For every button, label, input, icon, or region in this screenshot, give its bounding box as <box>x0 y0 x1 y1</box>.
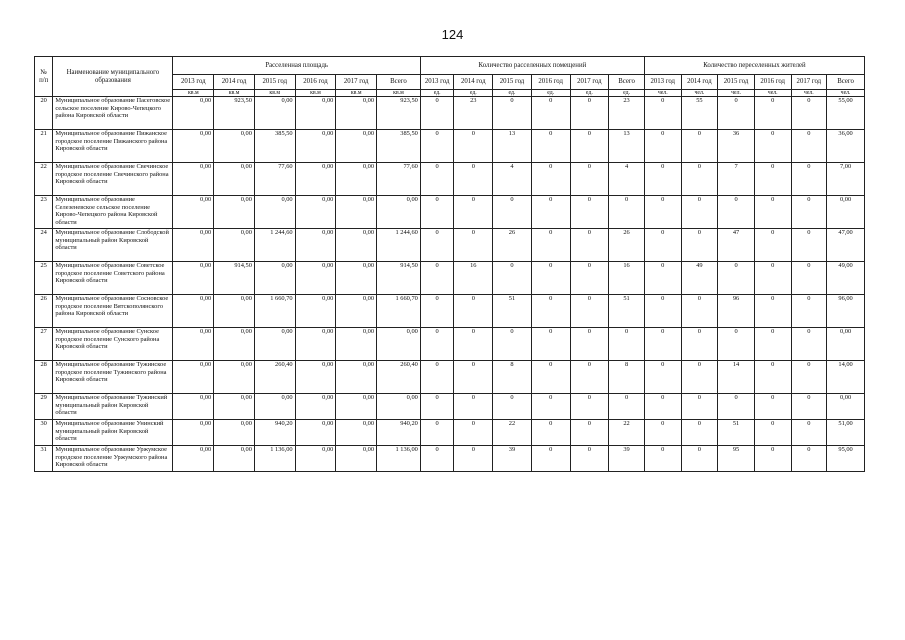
rooms-cell: 0 <box>570 328 609 361</box>
rooms-cell: 26 <box>609 229 645 262</box>
header-year-rooms: 2013 год <box>420 75 454 90</box>
header-unit-people: чел. <box>754 90 791 97</box>
row-number: 31 <box>35 446 53 472</box>
people-cell: 55 <box>681 97 718 130</box>
header-year-area: 2014 год <box>214 75 255 90</box>
people-cell: 0 <box>644 262 681 295</box>
area-cell: 0,00 <box>336 163 377 196</box>
header-rooms-group: Количество расселенных помещений <box>420 57 644 75</box>
area-cell: 0,00 <box>173 163 214 196</box>
header-unit-rooms: ед. <box>493 90 532 97</box>
header-year-area: 2016 год <box>295 75 336 90</box>
area-cell: 0,00 <box>214 361 255 394</box>
table-row <box>35 130 865 163</box>
people-cell: 0 <box>791 229 827 262</box>
rooms-cell: 0 <box>570 97 609 130</box>
people-cell: 49,00 <box>827 262 865 295</box>
area-cell: 0,00 <box>173 446 214 472</box>
table-row <box>35 196 865 229</box>
people-cell: 0 <box>681 229 718 262</box>
area-cell: 0,00 <box>295 97 336 130</box>
people-cell: 0 <box>681 196 718 229</box>
people-cell: 0 <box>718 328 755 361</box>
rooms-cell: 23 <box>454 97 493 130</box>
people-cell: 0 <box>644 328 681 361</box>
people-cell: 0 <box>718 262 755 295</box>
people-cell: 0 <box>754 394 791 420</box>
rooms-cell: 0 <box>531 446 570 472</box>
area-cell: 385,50 <box>254 130 295 163</box>
header-year-area: Всего <box>377 75 421 90</box>
people-cell: 0 <box>644 446 681 472</box>
area-cell: 0,00 <box>214 295 255 328</box>
rooms-cell: 0 <box>454 130 493 163</box>
people-cell: 0 <box>754 328 791 361</box>
municipality-name: Муниципальное образование Тужинское городское поселение Тужинского района Кировской области <box>53 361 173 394</box>
header-unit-rooms: ед. <box>570 90 609 97</box>
people-cell: 0 <box>754 229 791 262</box>
people-cell: 0 <box>791 130 827 163</box>
people-cell: 47 <box>718 229 755 262</box>
header-unit-area: кв.м <box>214 90 255 97</box>
people-cell: 0,00 <box>827 394 865 420</box>
area-cell: 0,00 <box>214 196 255 229</box>
rooms-cell: 0 <box>493 97 532 130</box>
area-cell: 1 660,70 <box>254 295 295 328</box>
people-cell: 0 <box>681 446 718 472</box>
row-number: 28 <box>35 361 53 394</box>
header-unit-area: кв.м <box>173 90 214 97</box>
table-row <box>35 328 865 361</box>
people-cell: 0 <box>681 361 718 394</box>
rooms-cell: 0 <box>420 163 454 196</box>
people-cell: 0 <box>644 361 681 394</box>
table-row <box>35 446 865 472</box>
people-cell: 0 <box>791 394 827 420</box>
people-cell: 0 <box>754 295 791 328</box>
municipality-name: Муниципальное образование Свечинское городское поселение Свечинского района Кировской области <box>53 163 173 196</box>
rooms-cell: 0 <box>531 262 570 295</box>
people-cell: 0 <box>681 163 718 196</box>
municipality-name: Муниципальное образование Уржумское городское поселение Уржумского района Кировской области <box>53 446 173 472</box>
header-unit-area: кв.м <box>336 90 377 97</box>
area-cell: 0,00 <box>254 196 295 229</box>
area-cell: 0,00 <box>173 130 214 163</box>
rooms-cell: 4 <box>609 163 645 196</box>
rooms-cell: 0 <box>609 394 645 420</box>
people-cell: 0 <box>681 328 718 361</box>
header-year-people: 2015 год <box>718 75 755 90</box>
people-cell: 36 <box>718 130 755 163</box>
rooms-cell: 0 <box>531 97 570 130</box>
rooms-cell: 0 <box>609 328 645 361</box>
people-cell: 0,00 <box>827 328 865 361</box>
rooms-cell: 0 <box>570 262 609 295</box>
header-year-area: 2013 год <box>173 75 214 90</box>
rooms-cell: 0 <box>420 97 454 130</box>
area-cell: 0,00 <box>336 229 377 262</box>
people-cell: 0 <box>791 262 827 295</box>
rooms-cell: 8 <box>609 361 645 394</box>
area-cell: 0,00 <box>173 97 214 130</box>
header-index: № п/п <box>35 57 53 97</box>
people-cell: 0 <box>754 130 791 163</box>
people-cell: 0 <box>791 163 827 196</box>
header-year-area: 2017 год <box>336 75 377 90</box>
area-cell: 1 136,00 <box>254 446 295 472</box>
header-unit-area: кв.м <box>295 90 336 97</box>
people-cell: 0 <box>718 97 755 130</box>
header-year-rooms: 2017 год <box>570 75 609 90</box>
row-number: 24 <box>35 229 53 262</box>
people-cell: 96,00 <box>827 295 865 328</box>
rooms-cell: 0 <box>493 328 532 361</box>
table-row <box>35 97 865 130</box>
people-cell: 0 <box>791 420 827 446</box>
header-year-people: 2014 год <box>681 75 718 90</box>
area-cell: 1 244,60 <box>377 229 421 262</box>
rooms-cell: 0 <box>531 295 570 328</box>
header-year-rooms: 2015 год <box>493 75 532 90</box>
rooms-cell: 0 <box>420 394 454 420</box>
row-number: 25 <box>35 262 53 295</box>
area-cell: 0,00 <box>214 446 255 472</box>
people-cell: 0 <box>681 295 718 328</box>
header-unit-area: кв.м <box>254 90 295 97</box>
people-cell: 0 <box>791 361 827 394</box>
rooms-cell: 0 <box>531 163 570 196</box>
area-cell: 0,00 <box>336 262 377 295</box>
header-unit-people: чел. <box>791 90 827 97</box>
page-number: 124 <box>441 27 464 42</box>
area-cell: 0,00 <box>295 328 336 361</box>
municipality-name: Муниципальное образование Тужинский муниципальный район Кировской области <box>53 394 173 420</box>
people-cell: 0 <box>754 262 791 295</box>
area-cell: 1 136,00 <box>377 446 421 472</box>
row-number: 26 <box>35 295 53 328</box>
header-unit-rooms: ед. <box>531 90 570 97</box>
area-cell: 0,00 <box>254 394 295 420</box>
area-cell: 260,40 <box>377 361 421 394</box>
people-cell: 0 <box>791 97 827 130</box>
people-cell: 14 <box>718 361 755 394</box>
area-cell: 1 244,60 <box>254 229 295 262</box>
area-cell: 0,00 <box>173 394 214 420</box>
people-cell: 0 <box>681 394 718 420</box>
area-cell: 940,20 <box>254 420 295 446</box>
area-cell: 0,00 <box>336 328 377 361</box>
area-cell: 385,50 <box>377 130 421 163</box>
rooms-cell: 0 <box>531 196 570 229</box>
people-cell: 51 <box>718 420 755 446</box>
row-number: 23 <box>35 196 53 229</box>
people-cell: 14,00 <box>827 361 865 394</box>
people-cell: 0 <box>681 420 718 446</box>
table-row <box>35 394 865 420</box>
area-cell: 0,00 <box>295 196 336 229</box>
rooms-cell: 0 <box>454 361 493 394</box>
people-cell: 0 <box>791 446 827 472</box>
area-cell: 0,00 <box>173 361 214 394</box>
municipality-name: Муниципальное образование Пасеговское сельское поселение Кирово-Чепецкого района Кировской области <box>53 97 173 130</box>
rooms-cell: 0 <box>493 262 532 295</box>
area-cell: 0,00 <box>214 394 255 420</box>
area-cell: 0,00 <box>173 196 214 229</box>
rooms-cell: 4 <box>493 163 532 196</box>
people-cell: 7 <box>718 163 755 196</box>
rooms-cell: 0 <box>454 328 493 361</box>
resettlement-table <box>34 56 865 472</box>
people-cell: 0 <box>644 163 681 196</box>
people-cell: 96 <box>718 295 755 328</box>
table-row <box>35 229 865 262</box>
people-cell: 0 <box>644 130 681 163</box>
people-cell: 0 <box>644 420 681 446</box>
header-year-people: 2013 год <box>644 75 681 90</box>
area-cell: 0,00 <box>173 229 214 262</box>
people-cell: 0 <box>754 361 791 394</box>
rooms-cell: 0 <box>420 420 454 446</box>
header-year-rooms: 2014 год <box>454 75 493 90</box>
rooms-cell: 0 <box>570 446 609 472</box>
rooms-cell: 0 <box>531 130 570 163</box>
rooms-cell: 0 <box>420 295 454 328</box>
people-cell: 0 <box>754 196 791 229</box>
municipality-name: Муниципальное образование Унинский муниципальный район Кировской области <box>53 420 173 446</box>
municipality-name: Муниципальное образование Селезеневское сельское поселение Кирово-Чепецкого района Кировской области <box>53 196 173 229</box>
rooms-cell: 0 <box>454 394 493 420</box>
area-cell: 0,00 <box>336 420 377 446</box>
rooms-cell: 22 <box>493 420 532 446</box>
area-cell: 940,20 <box>377 420 421 446</box>
area-cell: 1 660,70 <box>377 295 421 328</box>
area-cell: 0,00 <box>295 295 336 328</box>
rooms-cell: 13 <box>493 130 532 163</box>
area-cell: 0,00 <box>173 328 214 361</box>
area-cell: 0,00 <box>377 394 421 420</box>
rooms-cell: 0 <box>570 229 609 262</box>
rooms-cell: 0 <box>531 229 570 262</box>
header-year-area: 2015 год <box>254 75 295 90</box>
area-cell: 0,00 <box>295 130 336 163</box>
area-cell: 0,00 <box>295 262 336 295</box>
rooms-cell: 26 <box>493 229 532 262</box>
rooms-cell: 0 <box>570 163 609 196</box>
area-cell: 0,00 <box>214 130 255 163</box>
people-cell: 55,00 <box>827 97 865 130</box>
rooms-cell: 39 <box>493 446 532 472</box>
row-number: 20 <box>35 97 53 130</box>
header-unit-rooms: ед. <box>454 90 493 97</box>
rooms-cell: 0 <box>420 328 454 361</box>
header-year-rooms: 2016 год <box>531 75 570 90</box>
area-cell: 77,60 <box>377 163 421 196</box>
rooms-cell: 0 <box>454 295 493 328</box>
people-cell: 0 <box>644 97 681 130</box>
table-row <box>35 295 865 328</box>
area-cell: 923,50 <box>377 97 421 130</box>
people-cell: 0 <box>754 97 791 130</box>
row-number: 27 <box>35 328 53 361</box>
rooms-cell: 0 <box>454 420 493 446</box>
header-unit-area: кв.м <box>377 90 421 97</box>
area-cell: 914,50 <box>214 262 255 295</box>
municipality-name: Муниципальное образование Слободской муниципальный район Кировской области <box>53 229 173 262</box>
rooms-cell: 0 <box>420 446 454 472</box>
rooms-cell: 51 <box>609 295 645 328</box>
municipality-name: Муниципальное образование Сосновское городское поселение Вятскополянского района Кировской области <box>53 295 173 328</box>
area-cell: 77,60 <box>254 163 295 196</box>
area-cell: 0,00 <box>214 328 255 361</box>
area-cell: 0,00 <box>214 163 255 196</box>
rooms-cell: 0 <box>570 420 609 446</box>
rooms-cell: 0 <box>493 394 532 420</box>
people-cell: 95,00 <box>827 446 865 472</box>
header-year-people: 2017 год <box>791 75 827 90</box>
people-cell: 0 <box>718 196 755 229</box>
area-cell: 0,00 <box>295 394 336 420</box>
people-cell: 0 <box>754 163 791 196</box>
people-cell: 0 <box>681 130 718 163</box>
rooms-cell: 0 <box>454 229 493 262</box>
rooms-cell: 39 <box>609 446 645 472</box>
area-cell: 0,00 <box>336 394 377 420</box>
area-cell: 0,00 <box>214 420 255 446</box>
rooms-cell: 0 <box>531 420 570 446</box>
row-number: 29 <box>35 394 53 420</box>
rooms-cell: 0 <box>454 196 493 229</box>
rooms-cell: 0 <box>420 361 454 394</box>
rooms-cell: 0 <box>420 262 454 295</box>
people-cell: 0 <box>754 446 791 472</box>
rooms-cell: 0 <box>531 328 570 361</box>
rooms-cell: 0 <box>420 229 454 262</box>
rooms-cell: 23 <box>609 97 645 130</box>
area-cell: 0,00 <box>336 295 377 328</box>
people-cell: 0 <box>644 394 681 420</box>
rooms-cell: 0 <box>570 196 609 229</box>
rooms-cell: 0 <box>609 196 645 229</box>
header-area-group: Расселенная площадь <box>173 57 420 75</box>
header-unit-people: чел. <box>644 90 681 97</box>
rooms-cell: 8 <box>493 361 532 394</box>
people-cell: 49 <box>681 262 718 295</box>
people-cell: 0 <box>644 196 681 229</box>
area-cell: 0,00 <box>254 262 295 295</box>
area-cell: 0,00 <box>336 446 377 472</box>
header-unit-people: чел. <box>827 90 865 97</box>
rooms-cell: 0 <box>454 446 493 472</box>
table-row <box>35 163 865 196</box>
table-row <box>35 361 865 394</box>
municipality-name: Муниципальное образование Сунское городское поселение Сунского района Кировской области <box>53 328 173 361</box>
rooms-cell: 0 <box>570 361 609 394</box>
header-unit-rooms: ед. <box>609 90 645 97</box>
people-cell: 0 <box>791 196 827 229</box>
rooms-cell: 0 <box>493 196 532 229</box>
header-name: Наименование муниципального образования <box>53 57 173 97</box>
area-cell: 0,00 <box>295 229 336 262</box>
table-row <box>35 262 865 295</box>
people-cell: 0,00 <box>827 196 865 229</box>
rooms-cell: 0 <box>570 130 609 163</box>
people-cell: 0 <box>791 295 827 328</box>
area-cell: 923,50 <box>214 97 255 130</box>
rooms-cell: 13 <box>609 130 645 163</box>
area-cell: 0,00 <box>377 196 421 229</box>
people-cell: 0 <box>644 229 681 262</box>
municipality-name: Муниципальное образование Пижанское городское поселение Пижанского района Кировской области <box>53 130 173 163</box>
row-number: 30 <box>35 420 53 446</box>
people-cell: 0 <box>791 328 827 361</box>
area-cell: 0,00 <box>336 97 377 130</box>
header-year-people: Всего <box>827 75 865 90</box>
area-cell: 0,00 <box>295 361 336 394</box>
header-unit-rooms: ед. <box>420 90 454 97</box>
area-cell: 0,00 <box>336 130 377 163</box>
rooms-cell: 0 <box>420 196 454 229</box>
header-year-rooms: Всего <box>609 75 645 90</box>
rooms-cell: 22 <box>609 420 645 446</box>
area-cell: 0,00 <box>295 163 336 196</box>
people-cell: 36,00 <box>827 130 865 163</box>
rooms-cell: 0 <box>420 130 454 163</box>
rooms-cell: 51 <box>493 295 532 328</box>
area-cell: 0,00 <box>377 328 421 361</box>
header-unit-people: чел. <box>681 90 718 97</box>
municipality-name: Муниципальное образование Советское городское поселение Советского района Кировской области <box>53 262 173 295</box>
rooms-cell: 16 <box>454 262 493 295</box>
rooms-cell: 0 <box>570 394 609 420</box>
rooms-cell: 0 <box>454 163 493 196</box>
area-cell: 0,00 <box>254 328 295 361</box>
area-cell: 0,00 <box>173 420 214 446</box>
rooms-cell: 0 <box>531 361 570 394</box>
area-cell: 0,00 <box>173 262 214 295</box>
area-cell: 0,00 <box>214 229 255 262</box>
area-cell: 0,00 <box>295 420 336 446</box>
header-year-people: 2016 год <box>754 75 791 90</box>
rooms-cell: 16 <box>609 262 645 295</box>
area-cell: 0,00 <box>295 446 336 472</box>
people-cell: 0 <box>718 394 755 420</box>
people-cell: 47,00 <box>827 229 865 262</box>
people-cell: 95 <box>718 446 755 472</box>
table-row <box>35 420 865 446</box>
rooms-cell: 0 <box>570 295 609 328</box>
header-people-group: Количество переселенных жителей <box>644 57 864 75</box>
area-cell: 260,40 <box>254 361 295 394</box>
rooms-cell: 0 <box>531 394 570 420</box>
area-cell: 0,00 <box>173 295 214 328</box>
area-cell: 0,00 <box>336 361 377 394</box>
header-unit-people: чел. <box>718 90 755 97</box>
people-cell: 0 <box>754 420 791 446</box>
area-cell: 0,00 <box>336 196 377 229</box>
row-number: 21 <box>35 130 53 163</box>
people-cell: 51,00 <box>827 420 865 446</box>
area-cell: 914,50 <box>377 262 421 295</box>
table-body <box>35 97 865 472</box>
people-cell: 7,00 <box>827 163 865 196</box>
row-number: 22 <box>35 163 53 196</box>
people-cell: 0 <box>644 295 681 328</box>
area-cell: 0,00 <box>254 97 295 130</box>
